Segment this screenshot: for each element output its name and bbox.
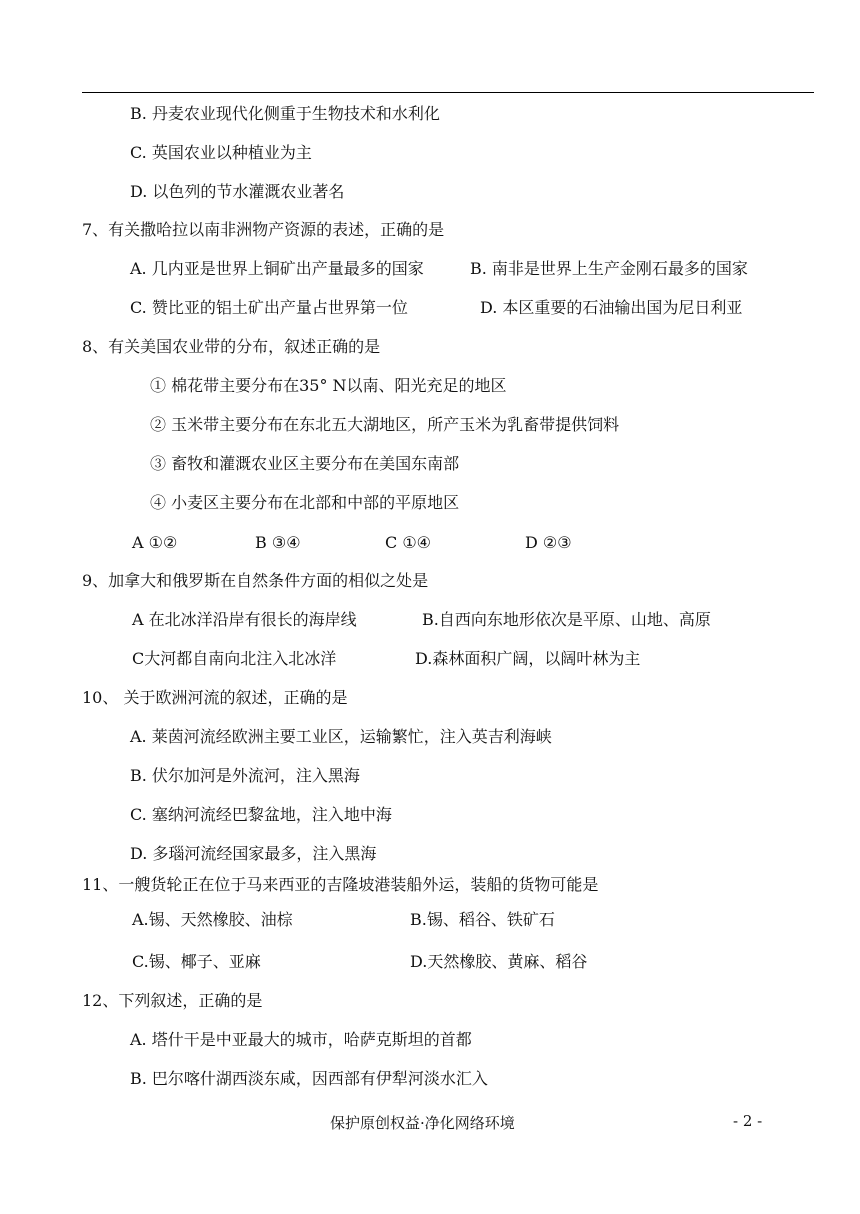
q9-stem: 9、加拿大和俄罗斯在自然条件方面的相似之处是	[82, 571, 429, 590]
q8-item-1: ① 棉花带主要分布在35° N以南、阳光充足的地区	[150, 376, 507, 395]
q11-stem: 11、一艘货轮正在位于马来西亚的吉隆坡港装船外运，装船的货物可能是	[82, 875, 599, 894]
q10-stem: 10、 关于欧洲河流的叙述，正确的是	[82, 688, 348, 707]
q7-option-d: D. 本区重要的石油输出国为尼日利亚	[480, 298, 743, 317]
q9-option-c: C大河都自南向北注入北冰洋	[132, 649, 337, 668]
q8-option-a: A ①②	[132, 533, 178, 552]
q8-option-b: B ③④	[255, 533, 301, 552]
q7-option-c: C. 赞比亚的铝土矿出产量占世界第一位	[130, 298, 408, 317]
q11-option-a: A.锡、天然橡胶、油棕	[132, 910, 293, 929]
q6-option-b: B. 丹麦农业现代化侧重于生物技术和水利化	[130, 104, 440, 123]
footer-slogan: 保护原创权益·净化网络环境	[330, 1114, 515, 1132]
q8-option-d: D ②③	[525, 533, 572, 552]
q7-option-a: A. 几内亚是世界上铜矿出产量最多的国家	[130, 259, 424, 278]
q9-option-d: D.森林面积广阔，以阔叶林为主	[415, 649, 641, 668]
q8-option-c: C ①④	[385, 533, 432, 552]
q9-option-a: A 在北冰洋沿岸有很长的海岸线	[132, 610, 357, 629]
q10-option-a: A. 莱茵河流经欧洲主要工业区，运输繁忙，注入英吉利海峡	[130, 727, 552, 746]
q10-option-b: B. 伏尔加河是外流河，注入黑海	[130, 766, 360, 785]
q11-option-b: B.锡、稻谷、铁矿石	[410, 910, 555, 929]
q6-option-c: C. 英国农业以种植业为主	[130, 143, 312, 162]
q11-option-d: D.天然橡胶、黄麻、稻谷	[410, 952, 588, 971]
q8-item-2: ② 玉米带主要分布在东北五大湖地区，所产玉米为乳畜带提供饲料	[150, 415, 620, 434]
q7-stem: 7、有关撒哈拉以南非洲物产资源的表述，正确的是	[82, 220, 445, 239]
q11-option-c: C.锡、椰子、亚麻	[132, 952, 261, 971]
q6-option-d: D. 以色列的节水灌溉农业著名	[130, 182, 345, 201]
header-rule	[82, 92, 814, 93]
q12-stem: 12、下列叙述，正确的是	[82, 991, 263, 1010]
q12-option-a: A. 塔什干是中亚最大的城市，哈萨克斯坦的首都	[130, 1030, 472, 1049]
q8-item-3: ③ 畜牧和灌溉农业区主要分布在美国东南部	[150, 454, 460, 473]
q9-option-b: B.自西向东地形依次是平原、山地、高原	[422, 610, 711, 629]
q10-option-c: C. 塞纳河流经巴黎盆地，注入地中海	[130, 805, 392, 824]
q10-option-d: D. 多瑙河流经国家最多，注入黑海	[130, 844, 377, 863]
q12-option-b: B. 巴尔喀什湖西淡东咸，因西部有伊犁河淡水汇入	[130, 1069, 488, 1088]
q7-option-b: B. 南非是世界上生产金刚石最多的国家	[470, 259, 748, 278]
q8-item-4: ④ 小麦区主要分布在北部和中部的平原地区	[150, 493, 460, 512]
q8-stem: 8、有关美国农业带的分布，叙述正确的是	[82, 337, 381, 356]
page-number: - 2 -	[733, 1112, 763, 1130]
